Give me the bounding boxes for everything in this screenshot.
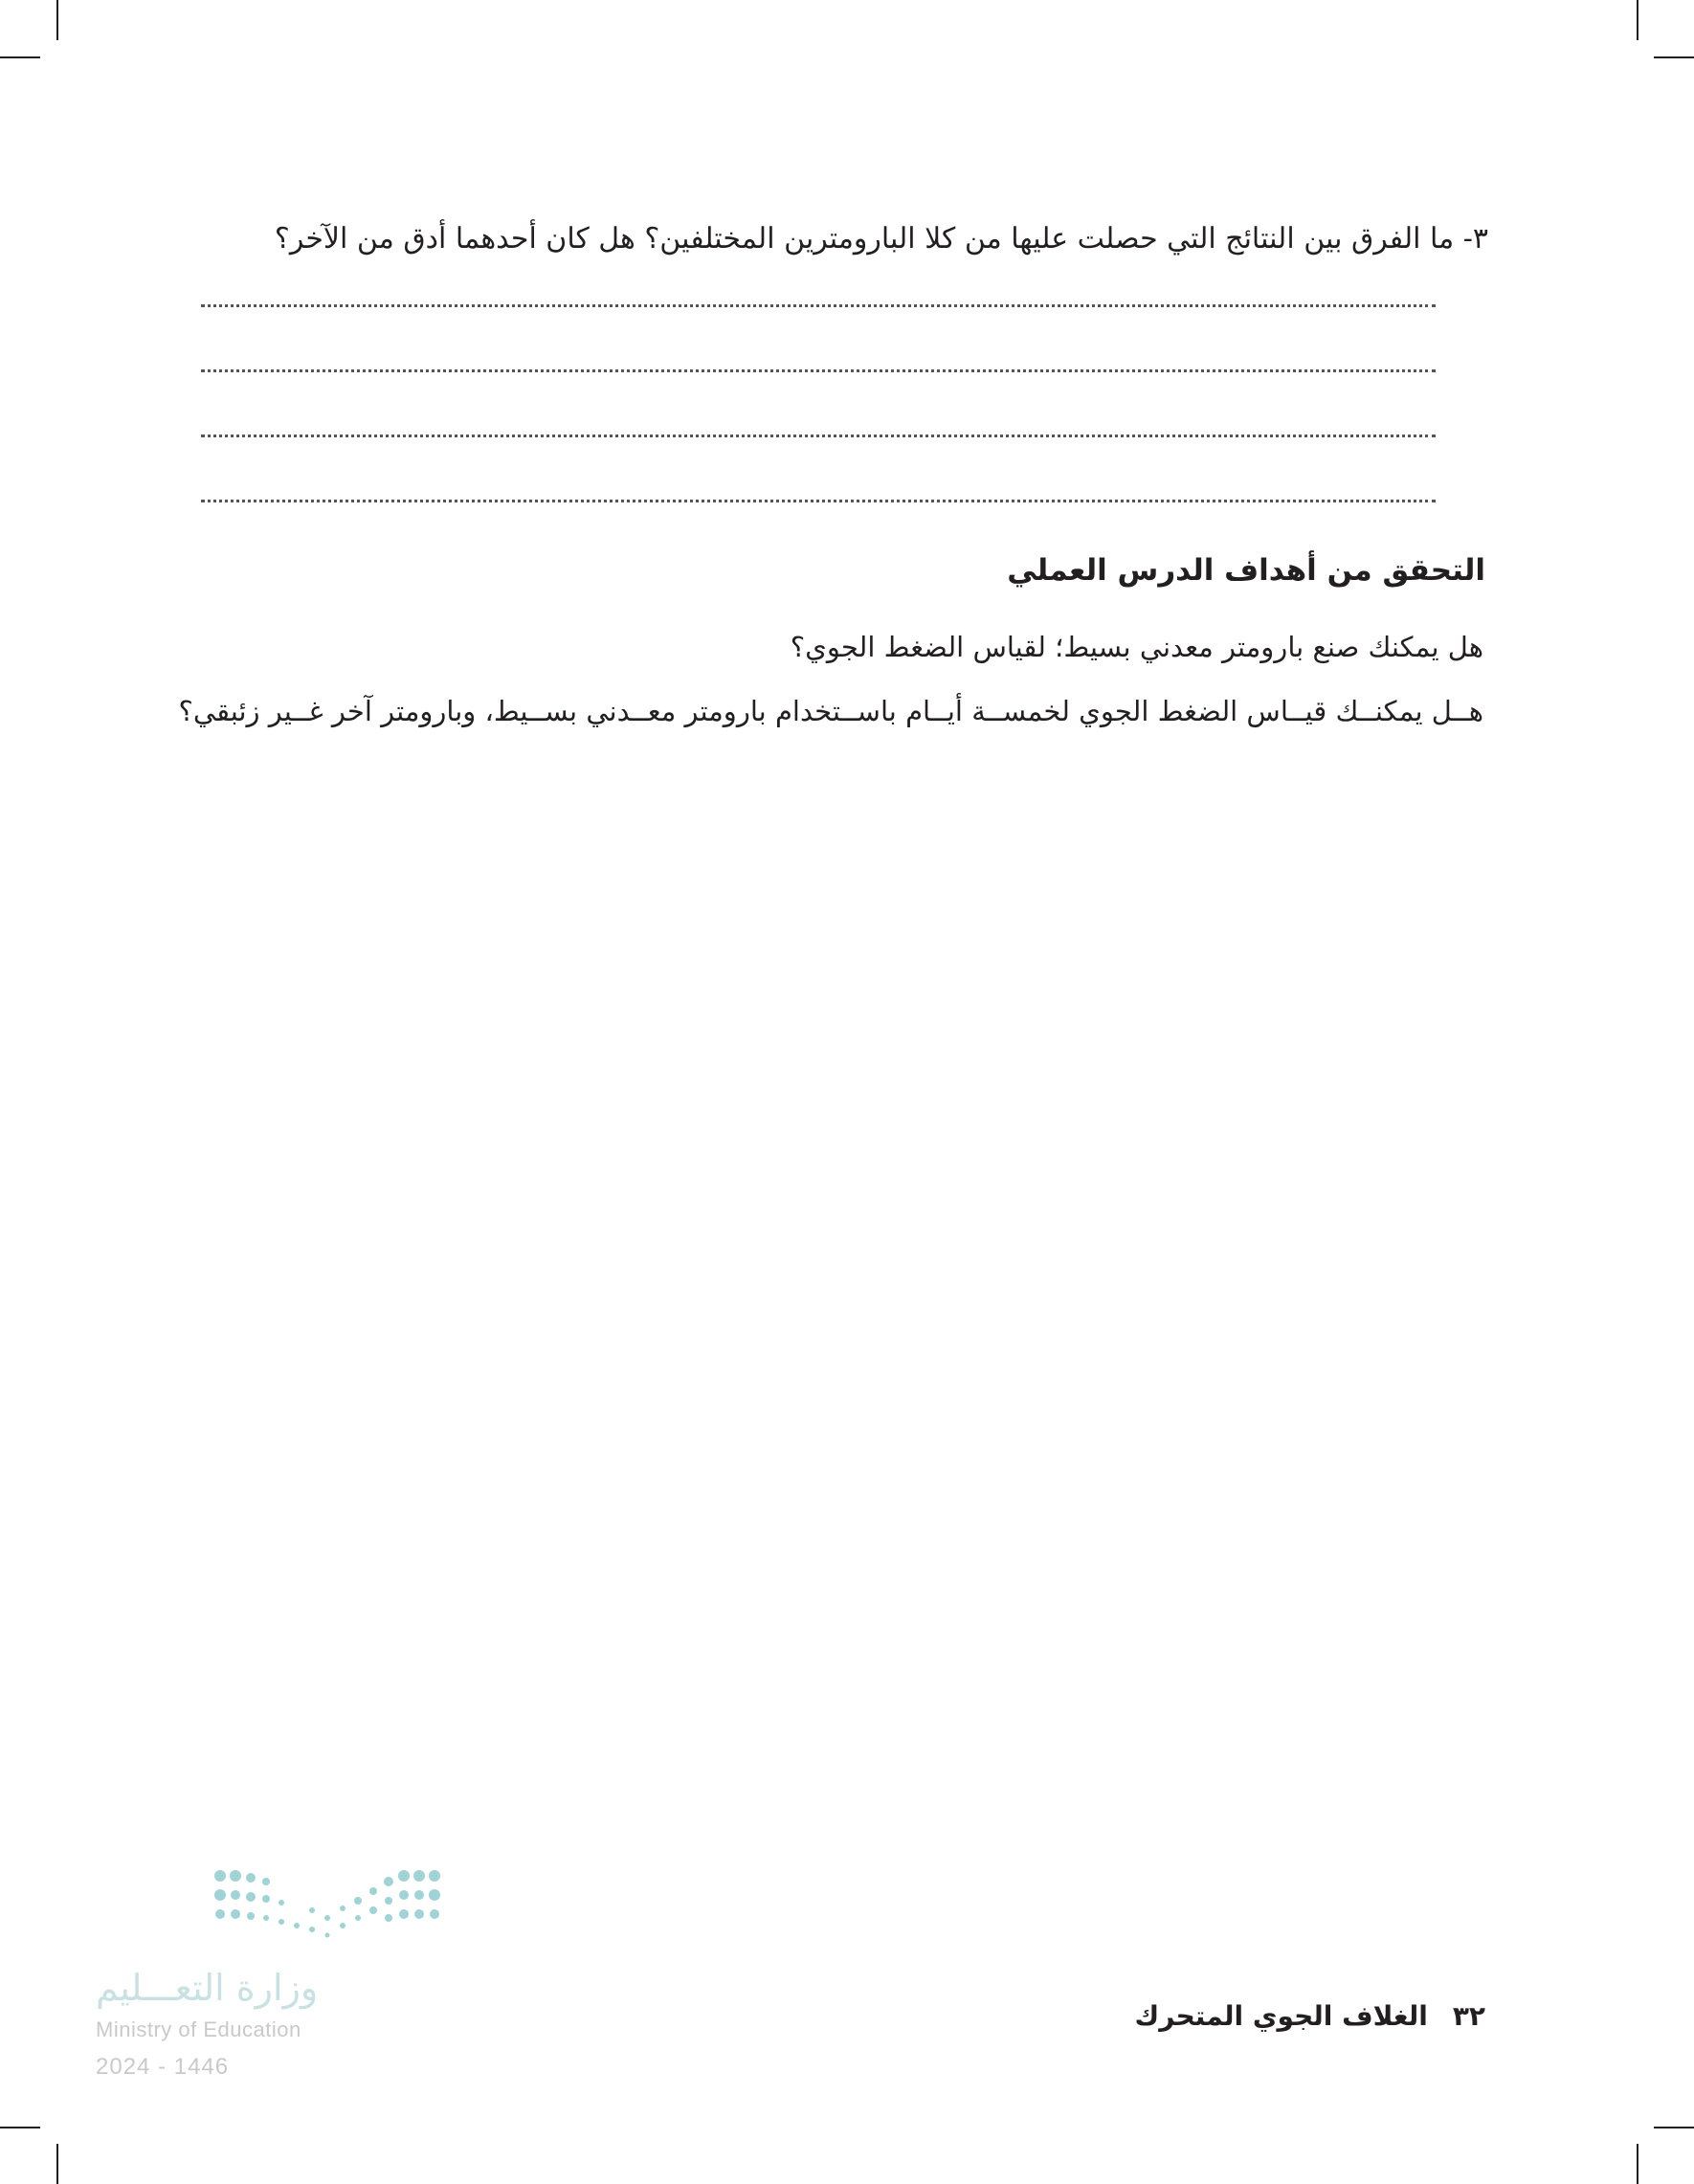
section-heading: التحقق من أهداف الدرس العملي bbox=[1007, 553, 1485, 588]
crop-mark bbox=[0, 56, 40, 58]
crop-mark bbox=[56, 2144, 58, 2184]
crop-mark bbox=[1637, 2144, 1638, 2184]
answer-line[interactable] bbox=[201, 500, 1436, 502]
crop-mark bbox=[1654, 56, 1694, 58]
page-number: ٣٢ bbox=[1452, 2000, 1485, 2032]
edition-year: 2024 - 1446 bbox=[96, 2054, 230, 2080]
answer-line[interactable] bbox=[201, 304, 1436, 307]
crop-mark bbox=[56, 0, 58, 40]
crop-mark bbox=[0, 2127, 40, 2128]
ministry-name-english: Ministry of Education bbox=[96, 2017, 301, 2041]
check-item: هــل يمكنــك قيــاس الضغط الجوي لخمســة أيــام باســتخدام بارومتر معــدني بســيط، وبارومتر آخر غــير زئبقي؟ bbox=[178, 695, 1483, 727]
question-3: ٣- ما الفرق بين النتائج التي حصلت عليها من كلا البارومترين المختلفين؟ هل كان أحدهما أدق من الآخر؟ bbox=[274, 222, 1488, 256]
page-footer bbox=[1135, 2000, 1485, 2032]
ministry-name-arabic: وزارة التعـــليم bbox=[96, 1967, 319, 2009]
crop-mark bbox=[1654, 2127, 1694, 2128]
crop-mark bbox=[1637, 0, 1638, 40]
unit-title: الغلاف الجوي المتحرك bbox=[1134, 2000, 1428, 2032]
check-item: هل يمكنك صنع بارومتر معدني بسيط؛ لقياس الضغط الجوي؟ bbox=[790, 631, 1483, 663]
answer-line[interactable] bbox=[201, 369, 1436, 372]
ministry-logo-dots-icon bbox=[211, 1866, 450, 1952]
answer-line[interactable] bbox=[201, 435, 1436, 437]
